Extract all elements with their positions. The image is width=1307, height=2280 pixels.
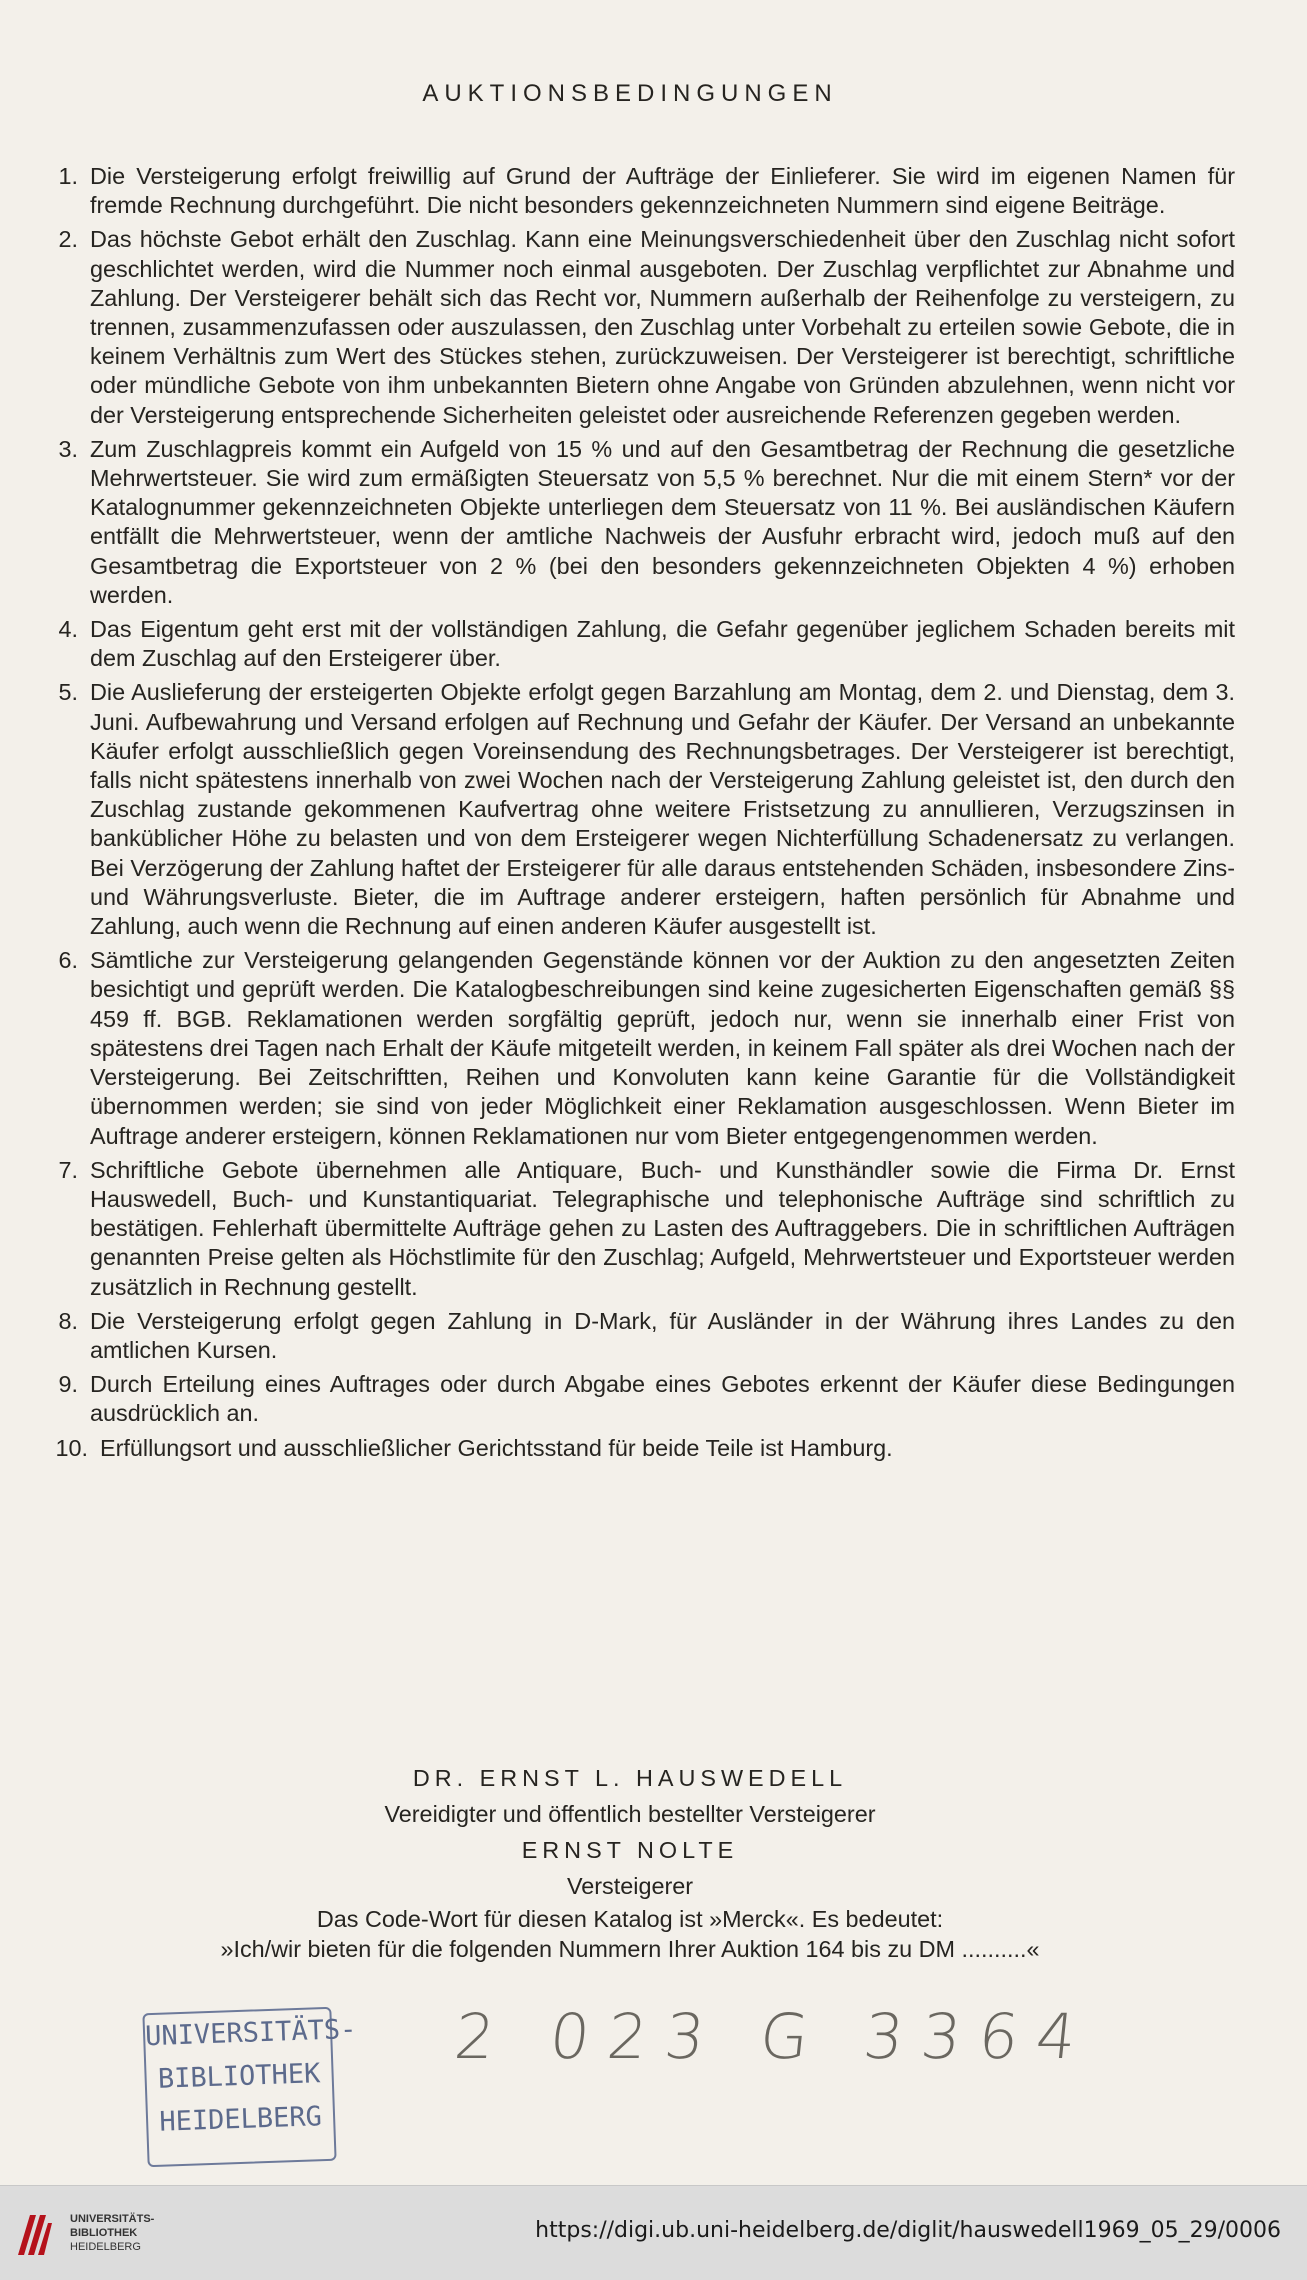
stamp-line-1: UNIVERSITÄTS- bbox=[144, 2013, 357, 2053]
code-word-line-2: »Ich/wir bieten für die folgenden Nummern Ihrer Auktion 164 bis zu DM ..........« bbox=[220, 1936, 1040, 1962]
term-text: Die Versteigerung erfolgt gegen Zahlung in D-Mark, für Ausländer in der Währung ihres Landes zu den amtlichen Kursen. bbox=[90, 1307, 1235, 1363]
term-item bbox=[40, 615, 1235, 673]
terms-list bbox=[40, 162, 1235, 1468]
term-item bbox=[40, 1156, 1235, 1302]
auctioneer-name-1: DR. ERNST L. HAUSWEDELL bbox=[412, 1765, 848, 1791]
auctioneer-role-1: Vereidigter und öffentlich bestellter Versteigerer bbox=[384, 1801, 876, 1827]
term-number: 1. bbox=[58, 163, 78, 189]
term-item bbox=[40, 678, 1235, 941]
auctioneer-role-2: Versteigerer bbox=[566, 1873, 694, 1899]
term-number: 6. bbox=[58, 947, 78, 974]
term-number: 8. bbox=[58, 1307, 78, 1334]
term-number: 10. bbox=[55, 1434, 88, 1461]
term-text: Erfüllungsort und ausschließlicher Gerichtsstand für beide Teile ist Hamburg. bbox=[100, 1434, 893, 1461]
term-item bbox=[40, 225, 1235, 429]
logo-line-3: HEIDELBERG bbox=[70, 2241, 141, 2253]
handwritten-shelfmark: 2 023 G 3364 bbox=[451, 2000, 1098, 2073]
term-number: 3. bbox=[58, 435, 78, 462]
term-text: Schriftliche Gebote übernehmen alle Antiquare, Buch- und Kunsthändler sowie die Firma Dr. Ernst Hauswedell, Buch- und Kunstantiquariat. Telegraphische und telephonische Aufträge sind schriftlich zu bestätigen. Fehlerhaft übermittelte Aufträge gehen zu Lasten des Auftraggebers. Die in schriftlichen Aufträgen genannten Preise gelten als Höchstlimite für den Zuschlag; Aufgeld, Mehrwertsteuer und Exportsteuer werden zusätzlich in Rechnung gestellt. bbox=[90, 1156, 1235, 1300]
term-item bbox=[40, 1434, 1235, 1463]
logo-line-1: UNIVERSITÄTS- bbox=[70, 2213, 155, 2225]
viewer-footer bbox=[0, 2185, 1307, 2280]
term-item bbox=[40, 946, 1235, 1150]
stamp-line-2: BIBLIOTHEK bbox=[157, 2058, 321, 2095]
term-number: 2. bbox=[58, 226, 78, 253]
term-item bbox=[40, 435, 1235, 610]
term-item bbox=[40, 1307, 1235, 1365]
term-number: 5. bbox=[58, 679, 78, 706]
stamp-line-3: HEIDELBERG bbox=[158, 2101, 323, 2138]
signature-block bbox=[0, 1760, 1260, 1964]
term-item bbox=[40, 1370, 1235, 1428]
library-stamp bbox=[142, 2007, 357, 2168]
term-text: Sämtliche zur Versteigerung gelangenden Gegenstände können vor der Auktion zu den angesetzten Zeiten besichtigt und geprüft werden. Die Katalogbeschreibungen sind keine zugesicherten Eigenschaften gemäß §§ 459 ff. BGB. Reklamationen werden sorgfältig geprüft, jedoch nur, wenn sie innerhalb einer Frist von spätestens drei Tagen nach Erhalt der Käufe mitgeteilt werden, in keinem Fall später als drei Wochen nach der Versteigerung. Bei Zeitschriftten, Reihen und Konvoluten kann keine Garantie für die Vollständigkeit übernommen werden; sie sind von jeder Möglichkeit einer Reklamation ausgeschlossen. Wenn Bieter im Auftrage anderer ersteigern, können Reklamationen nur vom Bieter entgegengenommen werden. bbox=[90, 947, 1235, 1149]
term-number: 9. bbox=[58, 1371, 78, 1398]
term-text: Das Eigentum geht erst mit der vollständigen Zahlung, die Gefahr gegenüber jeglichem Schaden bereits mit dem Zuschlag auf den Ersteigerer über. bbox=[90, 616, 1235, 672]
document-url-link[interactable]: https://digi.ub.uni-heidelberg.de/diglit/hauswedell1969_05_29/0006 bbox=[535, 2218, 1281, 2243]
university-library-logo-icon bbox=[14, 2211, 54, 2257]
term-number: 7. bbox=[58, 1156, 78, 1183]
term-number: 4. bbox=[58, 616, 78, 643]
term-item bbox=[40, 162, 1235, 220]
term-text: Durch Erteilung eines Auftrages oder durch Abgabe eines Gebotes erkennt der Käufer diese Bedingungen ausdrücklich an. bbox=[90, 1371, 1235, 1427]
auctioneer-name-2: ERNST NOLTE bbox=[521, 1837, 739, 1863]
library-logo-text bbox=[70, 2212, 154, 2254]
code-word-line-1: Das Code-Wort für diesen Katalog ist »Merck«. Es bedeutet: bbox=[316, 1906, 944, 1932]
logo-line-2: BIBLIOTHEK bbox=[70, 2227, 138, 2239]
term-text: Das höchste Gebot erhält den Zuschlag. Kann eine Meinungsverschiedenheit über den Zuschlag nicht sofort geschlichtet werden, wird die Nummer noch einmal ausgeboten. Der Zuschlag verpflichtet zur Abnahme und Zahlung. Der Versteigerer behält sich das Recht vor, Nummern außerhalb der Reihenfolge zu versteigern, zu trennen, zusammenzufassen oder auszulassen, den Zuschlag unter Vorbehalt zu erteilen sowie Gebote, die in keinem Verhältnis zum Wert des Stückes stehen, zurückzuweisen. Der Versteigerer ist berechtigt, schriftliche oder mündliche Gebote von ihm unbekannten Bietern ohne Angabe von Gründen abzulehnen, wenn nicht vor der Versteigerung entsprechende Sicherheiten geleistet oder ausreichende Referenzen gegeben werden. bbox=[90, 226, 1235, 428]
term-text: Die Auslieferung der ersteigerten Objekte erfolgt gegen Barzahlung am Montag, dem 2. und Dienstag, dem 3. Juni. Aufbewahrung und Versand erfolgen auf Rechnung und Gefahr der Käufer. Der Versand an unbekannte Käufer erfolgt ausschließlich gegen Voreinsendung des Rechnungsbetrages. Der Versteigerer ist berechtigt, falls nicht spätestens innerhalb von zwei Wochen nach der Versteigerung Zahlung geleistet ist, den durch den Zuschlag zustande gekommenen Kaufvertrag ohne weitere Fristsetzung zu annullieren, Verzugszinsen in banküblicher Höhe zu belasten und von dem Ersteigerer wegen Nichterfüllung Schadenersatz zu verlangen. Bei Verzögerung der Zahlung haftet der Ersteigerer für alle daraus entstehenden Schäden, insbesondere Zins- und Währungsverluste. Bieter, die im Auftrage anderer ersteigern, haften persönlich für Abnahme und Zahlung, auch wenn die Rechnung auf einen anderen Käufer ausgestellt ist. bbox=[90, 679, 1235, 940]
term-text: Zum Zuschlagpreis kommt ein Aufgeld von 15 % und auf den Gesamtbetrag der Rechnung die gesetzliche Mehrwertsteuer. Sie wird zum ermäßigten Steuersatz von 5,5 % berechnet. Nur die mit einem Stern* vor der Katalognummer gekennzeichneten Objekte unterliegen dem Steuersatz von 11 %. Bei ausländischen Käufern entfällt die Mehrwertsteuer, wenn der amtliche Nachweis der Ausfuhr erbracht wird, jedoch muß auf den Gesamtbetrag die Exportsteuer von 2 % (bei den besonders gekennzeichneten Objekten 4 %) erhoben werden. bbox=[90, 435, 1235, 608]
term-text: Die Versteigerung erfolgt freiwillig auf Grund der Aufträge der Einlieferer. Sie wird im eigenen Namen für fremde Rechnung durchgeführt. Die nicht besonders gekennzeichneten Nummern sind eigene Beiträge. bbox=[90, 163, 1235, 219]
page-title: AUKTIONSBEDINGUNGEN bbox=[422, 80, 838, 107]
